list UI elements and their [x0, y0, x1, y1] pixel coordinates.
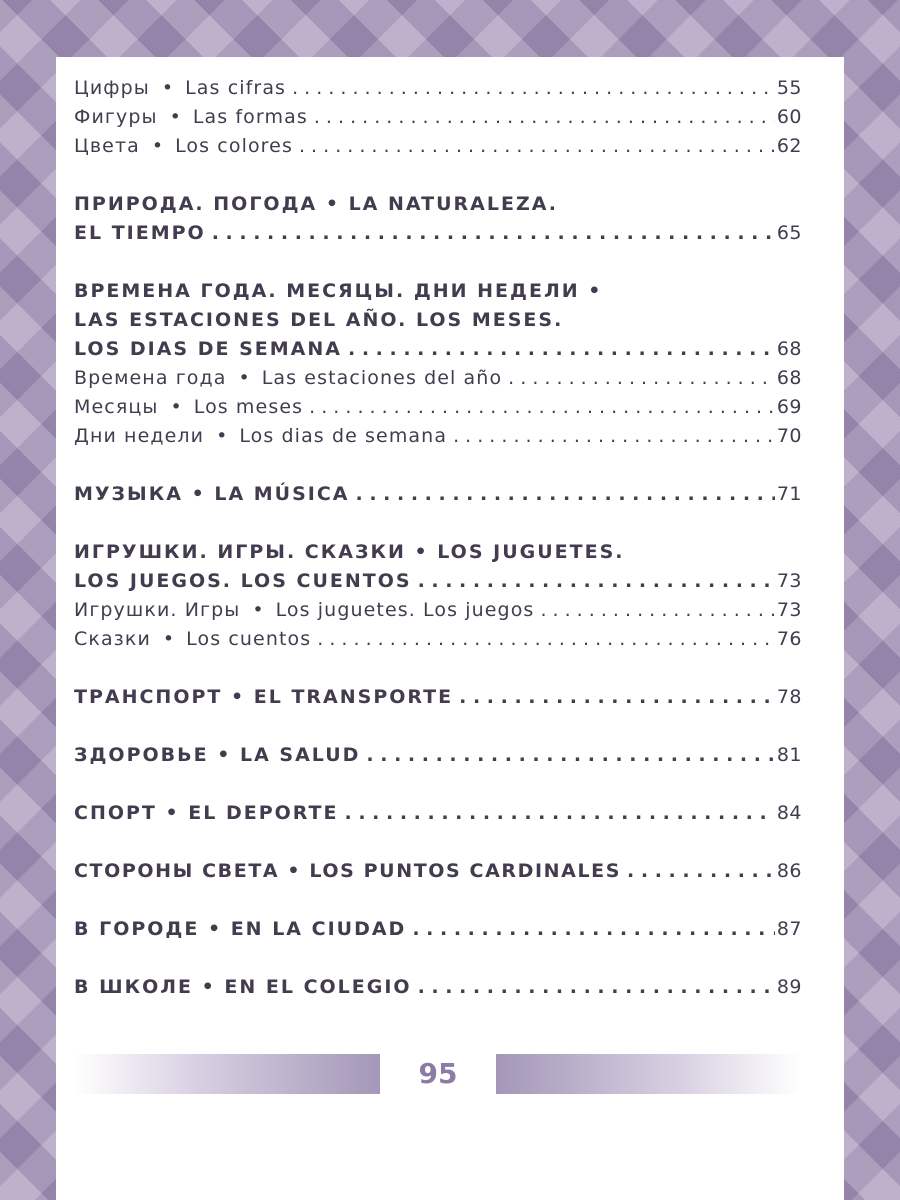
toc-heading[interactable] [74, 306, 802, 335]
bullet-separator: • [238, 367, 250, 389]
toc-group-transport [74, 683, 802, 712]
dot-leader [299, 132, 775, 161]
toc-entry[interactable] [74, 74, 802, 103]
heading-title: ПРИРОДА. ПОГОДА • LA NATURALEZA. [74, 193, 558, 215]
heading-title: LOS JUEGOS. LOS CUENTOS [74, 570, 412, 592]
entry-title-ru: Дни недели [74, 425, 205, 447]
toc-group-toys-games-tales [74, 538, 802, 654]
toc-group-numbers-shapes-colors [74, 74, 802, 161]
dot-leader [317, 625, 775, 654]
dot-leader [348, 335, 775, 364]
entry-title-es: Los dias de semana [239, 425, 448, 447]
entry-title-ru: Цифры [74, 77, 150, 99]
entry-page-number: 70 [776, 425, 802, 447]
bullet-separator: • [151, 135, 164, 157]
toc-entry[interactable] [74, 393, 802, 422]
entry-title-es: Los colores [175, 135, 293, 157]
heading-title: СТОРОНЫ СВЕТА • LOS PUNTOS CARDINALES [74, 860, 622, 882]
toc-entry[interactable] [74, 103, 802, 132]
toc-heading[interactable] [74, 277, 802, 306]
dot-leader [627, 857, 775, 886]
dot-leader [345, 799, 775, 828]
entry-title-ru: Месяцы [74, 396, 159, 418]
toc-heading[interactable] [74, 567, 802, 596]
entry-page-number: 62 [776, 135, 802, 157]
heading-title: LOS DIAS DE SEMANA [74, 338, 342, 360]
heading-page-number: 89 [776, 976, 802, 998]
entry-page-number: 76 [776, 628, 802, 650]
entry-page-number: 60 [776, 106, 802, 128]
entry-title-es: Los meses [193, 396, 304, 418]
book-page [56, 57, 844, 1200]
toc-entry[interactable] [74, 422, 802, 451]
bullet-separator: • [161, 77, 174, 99]
dot-leader [453, 422, 775, 451]
toc-group-music [74, 480, 802, 509]
heading-page-number: 87 [776, 918, 802, 940]
toc-heading[interactable] [74, 683, 802, 712]
entry-title-es: Las formas [192, 106, 308, 128]
dot-leader [459, 683, 775, 712]
bullet-separator: • [162, 628, 175, 650]
toc-heading[interactable] [74, 335, 802, 364]
dot-leader [356, 480, 775, 509]
entry-page-number: 69 [776, 396, 802, 418]
footer-bar-left [74, 1054, 380, 1094]
table-of-contents [74, 74, 802, 1031]
toc-group-school [74, 973, 802, 1002]
footer-bar-right [496, 1054, 802, 1094]
heading-page-number: 68 [776, 338, 802, 360]
entry-page-number: 68 [776, 367, 802, 389]
dot-leader [292, 74, 775, 103]
heading-page-number: 86 [776, 860, 802, 882]
entry-title-es: Los cuentos [186, 628, 312, 650]
dot-leader [412, 915, 774, 944]
toc-heading[interactable] [74, 538, 802, 567]
dot-leader [366, 741, 774, 770]
toc-group-city [74, 915, 802, 944]
heading-page-number: 71 [776, 483, 802, 505]
toc-heading[interactable] [74, 219, 802, 248]
toc-entry[interactable] [74, 364, 802, 393]
dot-leader [309, 393, 775, 422]
toc-heading[interactable] [74, 915, 802, 944]
entry-title-ru: Сказки [74, 628, 151, 650]
toc-entry[interactable] [74, 132, 802, 161]
entry-title-ru: Фигуры [74, 106, 158, 128]
entry-title-ru: Игрушки. Игры [74, 599, 241, 621]
heading-title: ТРАНСПОРТ • EL TRANSPORTE [74, 686, 454, 708]
toc-group-nature-weather [74, 190, 802, 248]
toc-group-health [74, 741, 802, 770]
entry-title-ru: Цвета [74, 135, 140, 157]
dot-leader [314, 103, 775, 132]
toc-group-sport [74, 799, 802, 828]
toc-heading[interactable] [74, 190, 802, 219]
heading-title: EL TIEMPO [74, 222, 206, 244]
toc-heading[interactable] [74, 799, 802, 828]
heading-title: СПОРТ • EL DEPORTE [74, 802, 339, 824]
toc-heading[interactable] [74, 857, 802, 886]
dot-leader [540, 596, 774, 625]
heading-title: ЗДОРОВЬЕ • LA SALUD [74, 744, 361, 766]
bullet-separator: • [252, 599, 264, 621]
dot-leader [418, 973, 775, 1002]
entry-title-es: Los juguetes. Los juegos [275, 599, 535, 621]
toc-heading[interactable] [74, 480, 802, 509]
dot-leader [212, 219, 775, 248]
dot-leader [508, 364, 775, 393]
heading-title: В ГОРОДЕ • EN LA CIUDAD [74, 918, 407, 940]
bullet-separator: • [169, 106, 181, 128]
dot-leader [418, 567, 775, 596]
heading-page-number: 73 [776, 570, 802, 592]
entry-title-ru: Времена года [74, 367, 227, 389]
heading-page-number: 84 [776, 802, 802, 824]
toc-group-cardinal-points [74, 857, 802, 886]
toc-heading[interactable] [74, 741, 802, 770]
toc-entry[interactable] [74, 596, 802, 625]
heading-page-number: 65 [776, 222, 802, 244]
toc-group-seasons-months-days [74, 277, 802, 451]
heading-title: ВРЕМЕНА ГОДА. МЕСЯЦЫ. ДНИ НЕДЕЛИ • [74, 280, 603, 302]
entry-title-es: Las estaciones del año [261, 367, 503, 389]
entry-title-es: Las cifras [185, 77, 287, 99]
entry-page-number: 73 [776, 599, 802, 621]
bullet-separator: • [216, 425, 228, 447]
heading-page-number: 78 [776, 686, 802, 708]
toc-heading[interactable] [74, 973, 802, 1002]
bullet-separator: • [170, 396, 182, 418]
page-footer [74, 1054, 802, 1094]
heading-title: ИГРУШКИ. ИГРЫ. СКАЗКИ • LOS JUGUETES. [74, 541, 625, 563]
heading-title: МУЗЫКА • LA MÚSICA [74, 483, 350, 505]
heading-title: В ШКОЛЕ • EN EL COLEGIO [74, 976, 412, 998]
entry-page-number: 55 [776, 77, 802, 99]
page-number: 95 [418, 1057, 458, 1090]
heading-page-number: 81 [776, 744, 802, 766]
heading-title: LAS ESTACIONES DEL AÑO. LOS MESES. [74, 309, 564, 331]
toc-entry[interactable] [74, 625, 802, 654]
